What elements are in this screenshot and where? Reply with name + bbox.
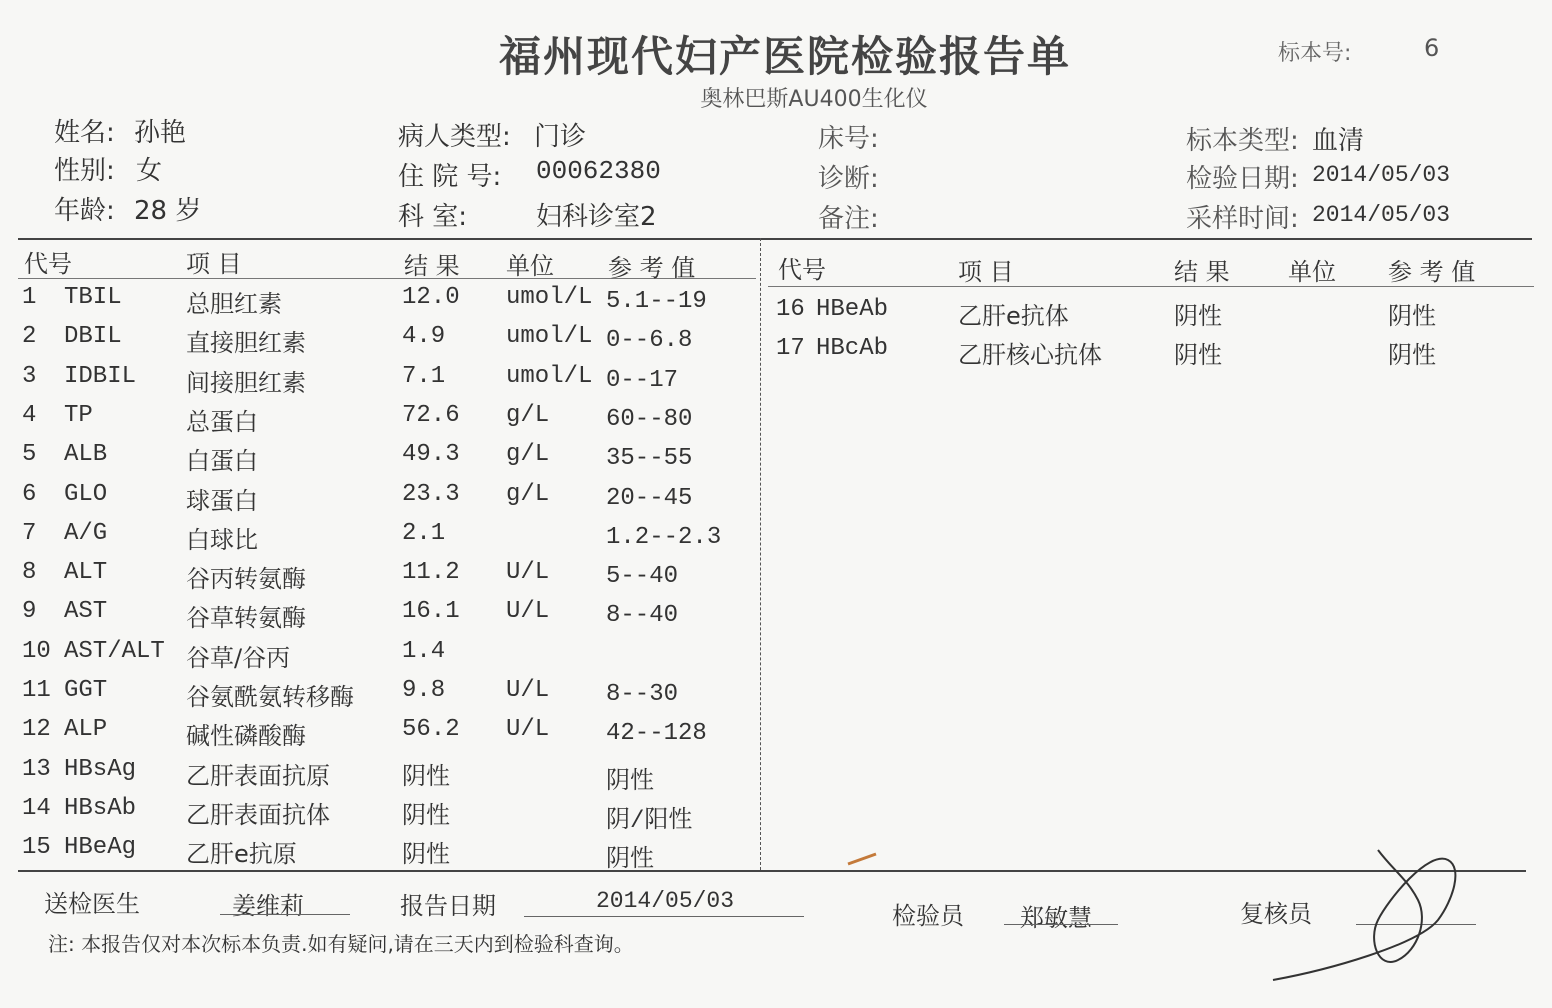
left-result: 11.2 xyxy=(402,559,460,587)
left-item: 乙肝表面抗原 xyxy=(186,761,330,790)
patient-type-label: 病人类型: xyxy=(398,122,511,152)
left-code-no: 7 xyxy=(22,519,37,547)
right-code: HBeAb xyxy=(816,296,889,323)
patient-type: 门诊 xyxy=(534,122,587,152)
left-code: AST/ALT xyxy=(64,637,165,665)
ink-mark xyxy=(846,850,880,870)
left-code-no: 5 xyxy=(22,441,37,469)
table-divider xyxy=(760,238,761,870)
left-item: 总蛋白 xyxy=(186,407,258,436)
left-code-no: 2 xyxy=(22,323,37,351)
left-code: DBIL xyxy=(64,323,122,351)
left-item: 谷丙转氨酶 xyxy=(186,565,306,594)
doctor-underline xyxy=(220,914,350,915)
left-unit: U/L xyxy=(506,677,550,704)
left-result: 2.1 xyxy=(402,519,446,547)
left-ref: 0--17 xyxy=(606,366,679,394)
left-result: 1.4 xyxy=(402,637,446,665)
right-result: 阴性 xyxy=(1174,302,1222,330)
right-item: 乙肝e抗体 xyxy=(958,302,1069,330)
right-result: 阴性 xyxy=(1174,341,1222,369)
remark-label: 备注: xyxy=(818,204,879,234)
left-result: 7.1 xyxy=(402,362,446,390)
left-result: 12.0 xyxy=(402,284,460,311)
left-code-no: 11 xyxy=(22,677,51,704)
sample-time: 2014/05/03 xyxy=(1312,202,1451,228)
left-item: 谷草/谷丙 xyxy=(186,643,291,672)
left-code-no: 14 xyxy=(22,794,51,822)
reviewer-signature xyxy=(1268,840,1468,990)
patient-age: 28 岁 xyxy=(134,196,202,226)
left-ref: 8--40 xyxy=(606,602,679,630)
reviewer-label: 复核员 xyxy=(1240,900,1312,928)
left-item: 总胆红素 xyxy=(186,290,282,318)
left-code-no: 10 xyxy=(22,637,51,665)
admission-label: 住 院 号: xyxy=(398,162,502,192)
left-unit: g/L xyxy=(506,480,550,508)
specimen-type: 血清 xyxy=(1312,126,1365,156)
doctor-label: 送检医生 xyxy=(44,890,140,918)
footer-note: 注: 本报告仅对本次标本负责.如有疑问,请在三天内到检验科查询。 xyxy=(48,932,634,956)
header-unit-right: 单位 xyxy=(1288,258,1336,286)
left-item: 间接胆红素 xyxy=(186,368,306,397)
sex-label: 性别: xyxy=(54,156,115,186)
diagnosis-label: 诊断: xyxy=(818,164,879,194)
left-ref: 阴/阳性 xyxy=(606,807,693,835)
header-ref: 参 考 值 xyxy=(608,254,696,282)
left-item: 白蛋白 xyxy=(186,447,258,476)
left-result: 23.3 xyxy=(402,480,460,508)
tester-underline xyxy=(1004,924,1118,925)
left-code-no: 15 xyxy=(22,834,51,862)
left-ref: 1.2--2.3 xyxy=(606,523,722,551)
left-code-no: 12 xyxy=(22,716,51,744)
right-ref: 阴性 xyxy=(1388,305,1436,332)
left-ref: 0--6.8 xyxy=(606,327,693,355)
test-date: 2014/05/03 xyxy=(1312,162,1451,188)
instrument-name: 奥林巴斯AU400生化仪 xyxy=(700,87,928,112)
header-ref-right: 参 考 值 xyxy=(1388,258,1476,286)
admission-no: 00062380 xyxy=(536,156,661,186)
left-result: 4.9 xyxy=(402,323,446,351)
header-unit: 单位 xyxy=(506,252,554,280)
doctor-name: 姜维莉 xyxy=(232,892,304,920)
left-code-no: 4 xyxy=(22,401,37,429)
header-code: 代号 xyxy=(24,250,72,278)
left-result: 16.1 xyxy=(402,598,460,626)
name-label: 姓名: xyxy=(54,118,115,148)
left-code-no: 3 xyxy=(22,362,37,390)
header-item: 项 目 xyxy=(186,250,242,278)
left-code-no: 8 xyxy=(22,559,37,587)
left-item: 碱性磷酸酶 xyxy=(186,722,306,751)
left-code: AST xyxy=(64,598,108,626)
left-item: 谷氨酰氨转移酶 xyxy=(186,683,354,711)
right-code-no: 17 xyxy=(776,335,805,362)
left-unit: g/L xyxy=(506,401,550,429)
header-item-right: 项 目 xyxy=(958,258,1014,286)
tester-label: 检验员 xyxy=(892,902,964,930)
test-date-label: 检验日期: xyxy=(1186,164,1299,194)
left-code: IDBIL xyxy=(64,362,137,390)
left-code-no: 9 xyxy=(22,598,37,626)
left-unit: umol/L xyxy=(506,284,593,311)
left-item: 乙肝e抗原 xyxy=(186,840,297,869)
left-code: GGT xyxy=(64,677,108,704)
left-unit: U/L xyxy=(506,559,550,587)
left-item: 乙肝表面抗体 xyxy=(186,800,330,829)
left-code: HBsAb xyxy=(64,794,137,822)
left-ref: 60--80 xyxy=(606,405,693,433)
left-ref: 5.1--19 xyxy=(606,288,707,315)
age-label: 年龄: xyxy=(54,196,115,226)
right-item: 乙肝核心抗体 xyxy=(958,341,1102,369)
left-result: 阴性 xyxy=(402,761,450,790)
report-date-label: 报告日期 xyxy=(400,892,496,920)
table-top-rule xyxy=(18,238,1532,240)
left-ref: 阴性 xyxy=(606,847,654,875)
left-code: TBIL xyxy=(64,284,122,311)
header-code-right: 代号 xyxy=(778,256,826,284)
left-item: 直接胆红素 xyxy=(186,329,306,358)
patient-sex: 女 xyxy=(136,156,163,186)
left-code-no: 1 xyxy=(22,284,37,311)
left-unit: U/L xyxy=(506,716,550,744)
sample-no-label: 标本号: xyxy=(1278,41,1352,66)
left-code: ALB xyxy=(64,441,108,469)
right-ref: 阴性 xyxy=(1388,344,1436,371)
left-code: TP xyxy=(64,401,93,429)
specimen-label: 标本类型: xyxy=(1186,126,1299,156)
right-code-no: 16 xyxy=(776,296,805,323)
left-unit: umol/L xyxy=(506,323,593,351)
left-code-no: 6 xyxy=(22,480,37,508)
left-result: 阴性 xyxy=(402,800,450,829)
report-date: 2014/05/03 xyxy=(596,888,735,914)
right-code: HBcAb xyxy=(816,335,889,362)
left-ref: 阴性 xyxy=(606,768,654,796)
left-result: 9.8 xyxy=(402,677,446,704)
report-date-underline xyxy=(524,916,804,917)
left-item: 白球比 xyxy=(186,525,258,554)
left-code: A/G xyxy=(64,519,108,547)
left-code-no: 13 xyxy=(22,755,51,783)
left-ref: 35--55 xyxy=(606,445,693,473)
left-ref: 20--45 xyxy=(606,484,693,512)
left-ref: 8--30 xyxy=(606,681,679,708)
left-result: 72.6 xyxy=(402,401,460,429)
patient-name: 孙艳 xyxy=(134,118,187,148)
left-unit: umol/L xyxy=(506,362,593,390)
left-code: ALP xyxy=(64,716,108,744)
left-result: 56.2 xyxy=(402,716,460,744)
left-result: 49.3 xyxy=(402,441,460,469)
left-code: ALT xyxy=(64,559,108,587)
department: 妇科诊室2 xyxy=(536,202,657,232)
sample-time-label: 采样时间: xyxy=(1186,204,1299,234)
left-unit: g/L xyxy=(506,441,550,469)
left-code: GLO xyxy=(64,480,108,508)
left-ref: 42--128 xyxy=(606,720,707,748)
left-item: 球蛋白 xyxy=(186,486,258,515)
left-item: 谷草转氨酶 xyxy=(186,604,306,633)
header-result-right: 结 果 xyxy=(1174,258,1230,286)
department-label: 科 室: xyxy=(398,202,468,232)
report-title: 福州现代妇产医院检验报告单 xyxy=(498,32,1071,81)
left-ref: 5--40 xyxy=(606,563,679,591)
header-result: 结 果 xyxy=(404,252,460,280)
bed-label: 床号: xyxy=(818,124,879,154)
left-result: 阴性 xyxy=(402,840,450,869)
left-code: HBsAg xyxy=(64,755,137,783)
tester-name: 郑敏慧 xyxy=(1020,904,1092,932)
sample-no: 6 xyxy=(1424,34,1440,62)
left-code: HBeAg xyxy=(64,834,137,862)
left-unit: U/L xyxy=(506,598,550,626)
